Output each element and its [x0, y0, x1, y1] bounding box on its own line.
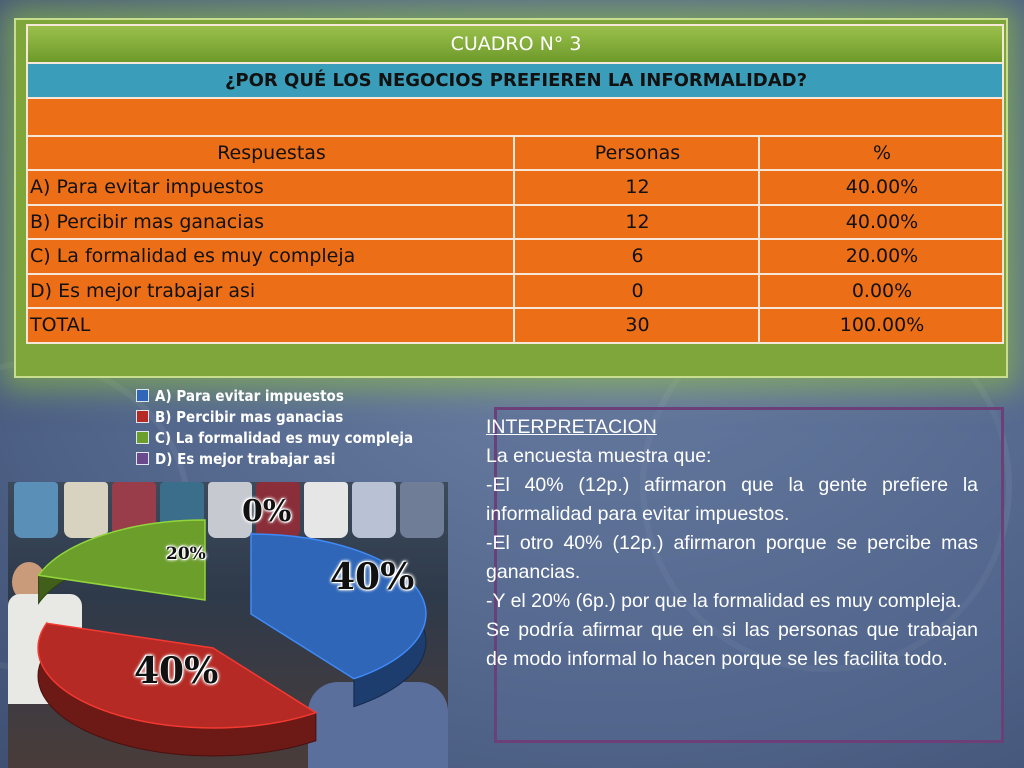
- header-respuestas: Respuestas: [27, 136, 514, 171]
- legend-item-c: [136, 427, 442, 448]
- row-personas: 0: [514, 274, 759, 309]
- row-personas: 6: [514, 239, 759, 274]
- legend-label-a: A) Para evitar impuestos: [155, 386, 344, 405]
- legend-label-c: C) La formalidad es muy compleja: [155, 428, 414, 447]
- header-personas: Personas: [514, 136, 759, 171]
- legend-item-a: [136, 385, 442, 406]
- row-personas: 12: [514, 205, 759, 240]
- interpretation-title: INTERPRETACION: [486, 416, 657, 438]
- interpretation-paragraph: Se podría afirmar que en si las personas que trabajan de modo informal lo hacen porque se les facilita todo.: [486, 619, 978, 670]
- interpretation-paragraph: La encuesta muestra que:: [486, 445, 712, 467]
- table-row: [27, 274, 1003, 309]
- legend-swatch-d: [136, 452, 149, 465]
- row-label: A) Para evitar impuestos: [27, 170, 514, 205]
- pie-label-b: 40%: [134, 650, 219, 692]
- legend-swatch-c: [136, 431, 149, 444]
- table-total-row: [27, 308, 1003, 343]
- row-label: D) Es mejor trabajar asi: [27, 274, 514, 309]
- row-percent: 20.00%: [759, 239, 1003, 274]
- row-percent: 0.00%: [759, 274, 1003, 309]
- row-label: C) La formalidad es muy compleja: [27, 239, 514, 274]
- interpretation-text: [486, 413, 978, 674]
- chart-legend: [136, 385, 442, 469]
- row-label: B) Percibir mas ganacias: [27, 205, 514, 240]
- row-personas: 12: [514, 170, 759, 205]
- interpretation-paragraph: -El otro 40% (12p.) afirmaron porque se percibe mas ganancias.: [486, 532, 978, 583]
- legend-label-b: B) Percibir mas ganacias: [155, 407, 344, 426]
- table-row: [27, 170, 1003, 205]
- data-table-frame: [14, 18, 1008, 378]
- pie-label-d: 0%: [242, 494, 292, 529]
- row-percent: 40.00%: [759, 205, 1003, 240]
- total-percent: 100.00%: [759, 308, 1003, 343]
- header-percent: %: [759, 136, 1003, 171]
- legend-swatch-a: [136, 389, 149, 402]
- pie-label-c: 20%: [166, 544, 206, 564]
- total-label: TOTAL: [27, 308, 514, 343]
- interpretation-paragraph: -El 40% (12p.) afirmaron que la gente prefiere la informalidad para evitar impuestos.: [486, 474, 978, 525]
- pie-chart: [8, 482, 448, 768]
- legend-label-d: D) Es mejor trabajar asi: [155, 449, 336, 468]
- legend-item-d: [136, 448, 442, 469]
- interpretation-paragraph: -Y el 20% (6p.) por que la formalidad es muy compleja.: [486, 590, 962, 612]
- table-row: [27, 239, 1003, 274]
- legend-swatch-b: [136, 410, 149, 423]
- table-blank-row: [27, 98, 1003, 136]
- total-personas: 30: [514, 308, 759, 343]
- table-title: CUADRO N° 3: [27, 25, 1003, 63]
- row-percent: 40.00%: [759, 170, 1003, 205]
- table-row: [27, 205, 1003, 240]
- pie-label-a: 40%: [330, 556, 415, 598]
- legend-item-b: [136, 406, 442, 427]
- table-question: ¿POR QUÉ LOS NEGOCIOS PREFIEREN LA INFORMALIDAD?: [27, 63, 1003, 98]
- data-table: [26, 24, 1004, 344]
